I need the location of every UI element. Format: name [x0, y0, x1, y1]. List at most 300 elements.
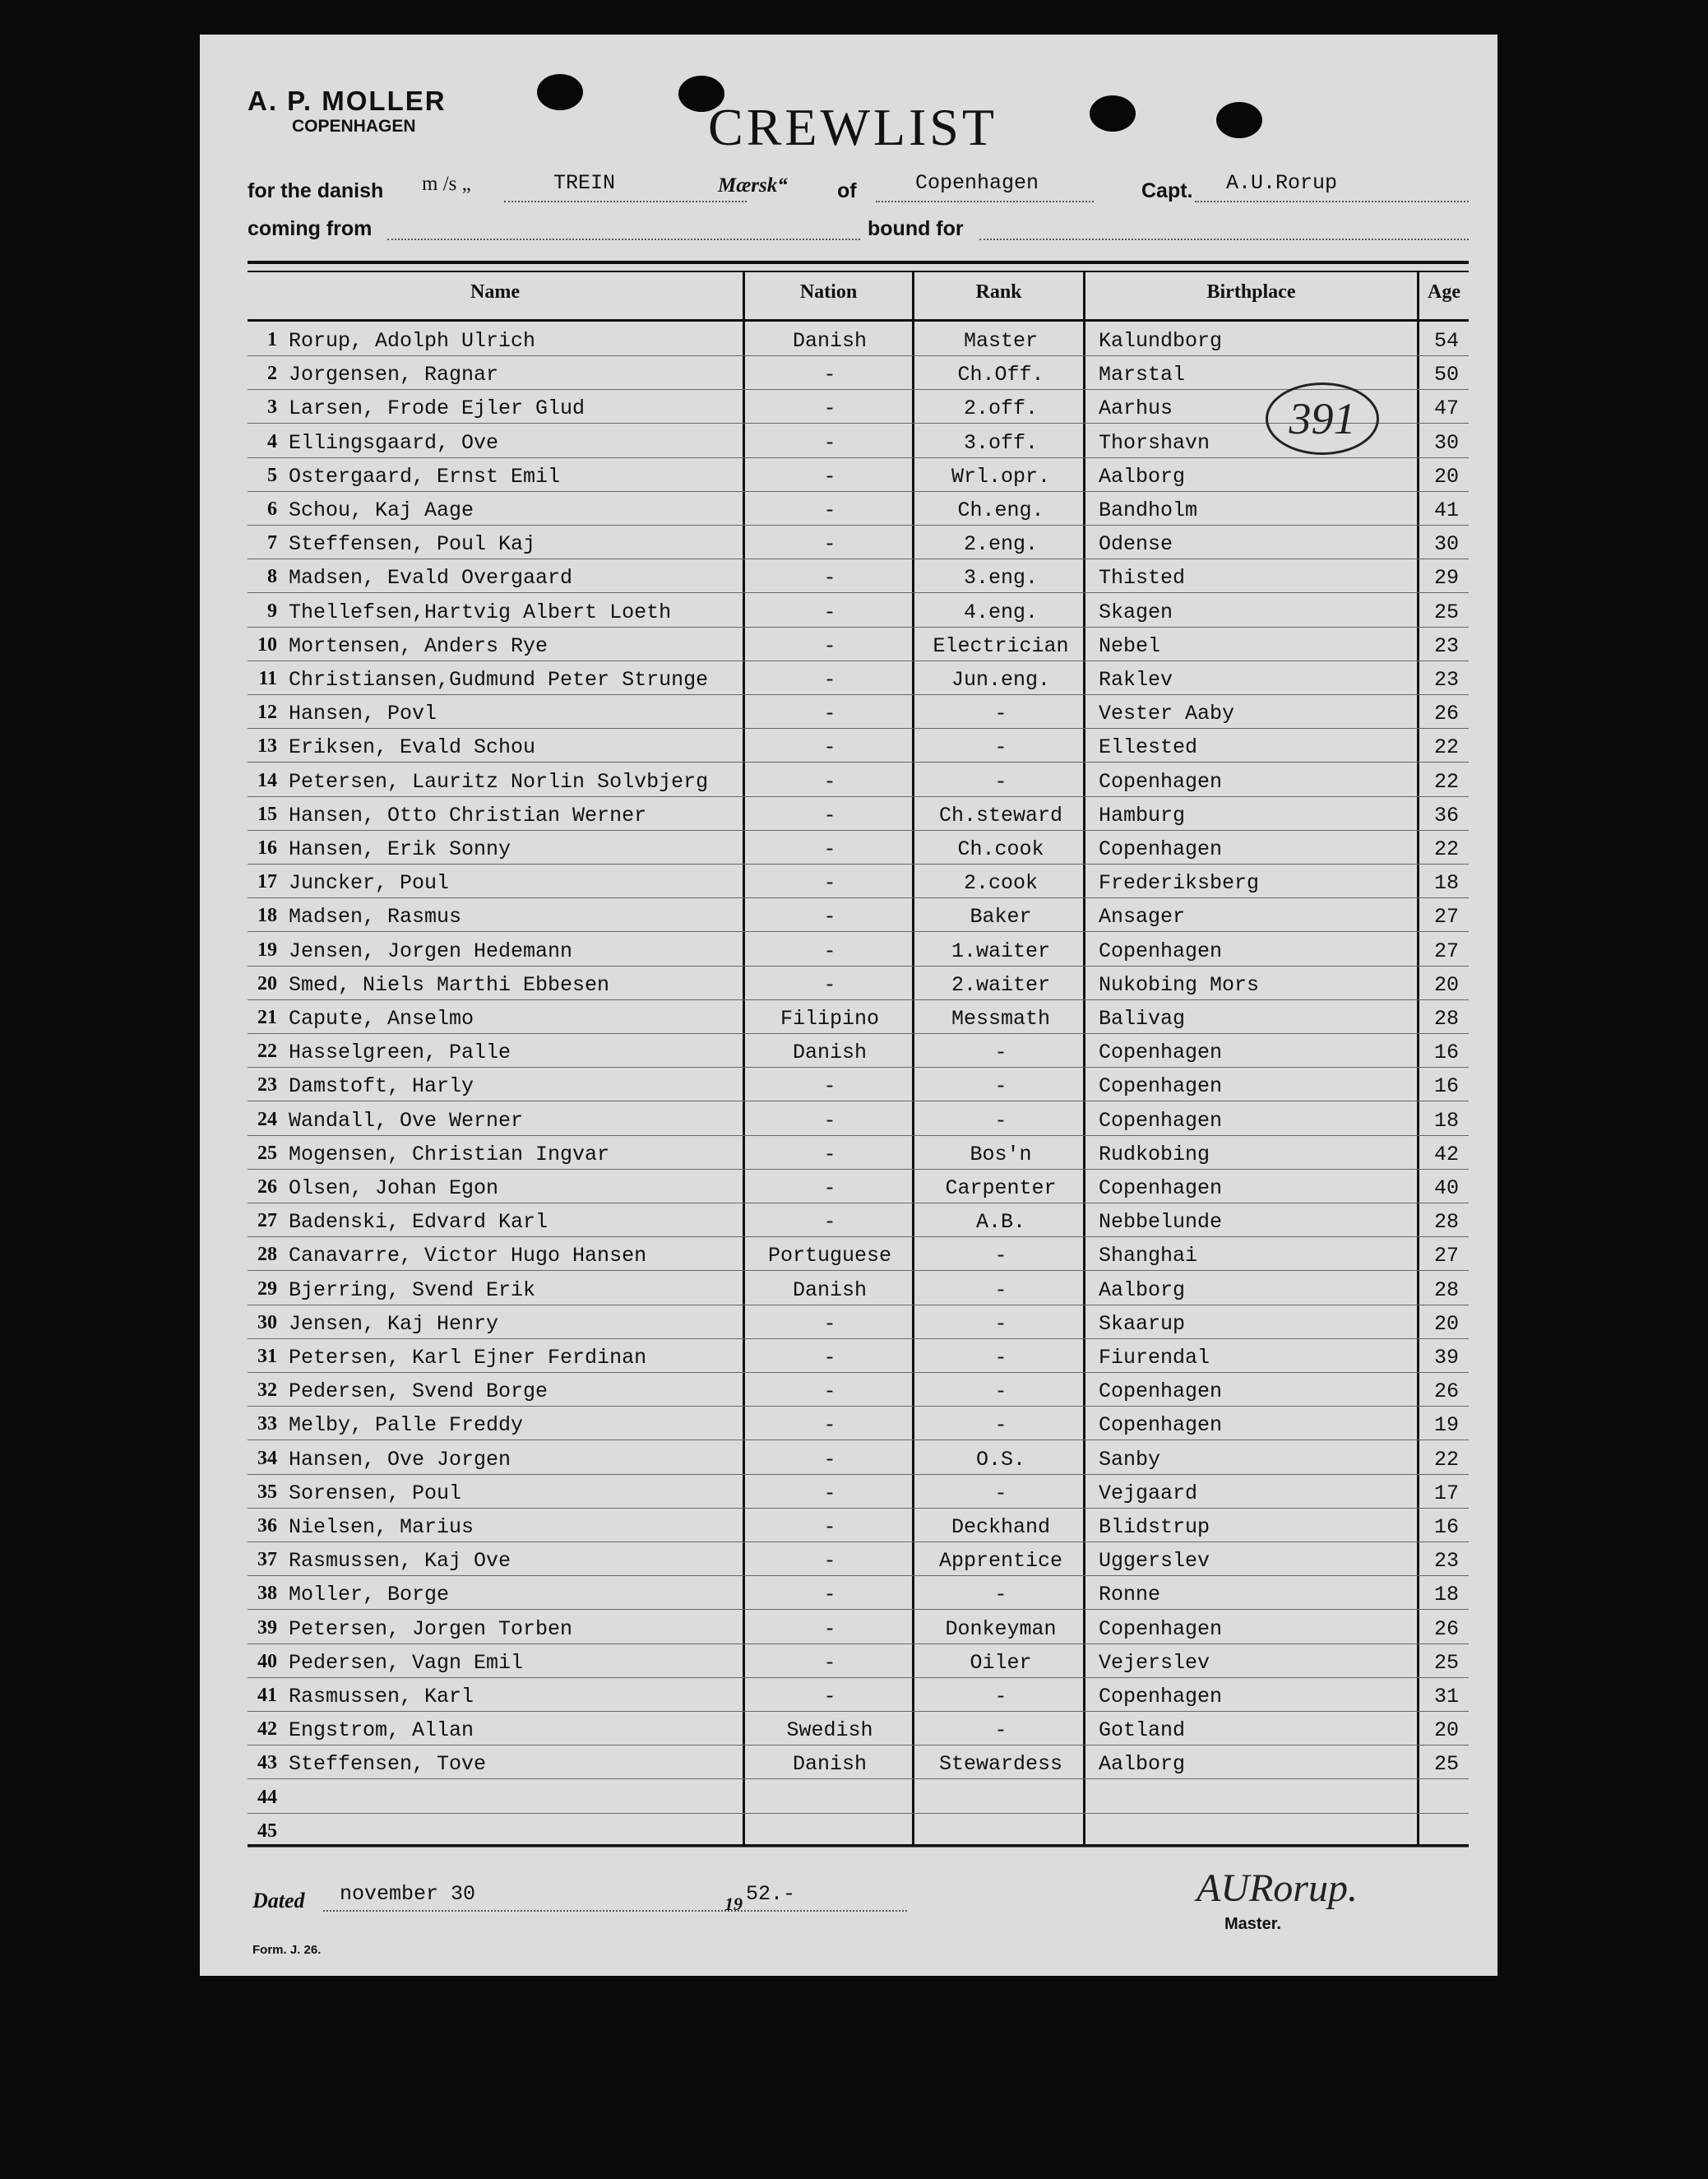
row-number: 25 [257, 1142, 277, 1164]
row-number: 44 [257, 1786, 277, 1808]
crew-name: Bjerring, Svend Erik [289, 1277, 536, 1302]
row-number: 36 [257, 1515, 277, 1537]
crew-birthplace: Fiurendal [1099, 1346, 1210, 1370]
crew-birthplace: Thisted [1099, 566, 1186, 591]
crew-birthplace: Gotland [1099, 1718, 1186, 1743]
crew-nation: - [823, 939, 836, 963]
row-number: 39 [257, 1616, 277, 1639]
table-row [248, 763, 1469, 797]
crew-name: Eriksen, Evald Schou [289, 735, 536, 760]
label-captain: Capt. [1141, 179, 1193, 202]
table-row [248, 1372, 1469, 1407]
dotted-line [979, 239, 1469, 240]
row-number: 24 [257, 1108, 277, 1130]
crew-birthplace: Uggerslev [1099, 1549, 1210, 1574]
crew-age: 28 [1433, 1277, 1459, 1302]
crew-birthplace: Vejgaard [1099, 1481, 1198, 1505]
row-number: 2 [267, 363, 277, 385]
table-row [248, 1305, 1469, 1339]
crew-age: 23 [1433, 1549, 1459, 1574]
crew-birthplace: Balivag [1099, 1007, 1186, 1031]
crew-age: 22 [1433, 769, 1459, 794]
crew-name: Smed, Niels Marthi Ebbesen [289, 972, 610, 997]
row-number: 5 [267, 464, 277, 486]
crew-birthplace: Copenhagen [1099, 1108, 1223, 1133]
table-row [248, 1203, 1469, 1237]
crew-nation: - [823, 1413, 836, 1438]
crew-birthplace: Odense [1099, 532, 1173, 557]
row-number: 23 [257, 1074, 277, 1096]
crew-rank: Donkeyman [945, 1616, 1057, 1641]
row-number: 18 [257, 905, 277, 927]
row-number: 38 [257, 1583, 277, 1605]
crew-rank: Baker [970, 905, 1032, 930]
table-row [248, 932, 1469, 967]
crew-nation: - [823, 1074, 836, 1099]
crew-rank: Ch.steward [938, 803, 1063, 828]
row-number: 37 [257, 1549, 277, 1571]
crew-birthplace: Copenhagen [1099, 769, 1223, 794]
table-row [248, 661, 1469, 695]
crew-nation: - [823, 1650, 836, 1675]
crew-rank: - [994, 1583, 1007, 1607]
crew-rank: - [994, 1074, 1007, 1099]
crew-name: Jorgensen, Ragnar [289, 363, 499, 387]
crew-birthplace: Skagen [1099, 600, 1173, 624]
crewlist-form [200, 35, 1497, 1976]
crew-birthplace: Ellested [1099, 735, 1198, 760]
crew-name: Mogensen, Christian Ingvar [289, 1142, 610, 1166]
crew-nation: - [823, 769, 836, 794]
crew-nation: - [823, 1346, 836, 1370]
table-row [248, 355, 1469, 390]
crew-age: 20 [1433, 972, 1459, 997]
crew-rank: Stewardess [938, 1752, 1063, 1777]
crew-age: 25 [1433, 1752, 1459, 1777]
crew-age: 30 [1433, 430, 1459, 455]
crew-name: Sorensen, Poul [289, 1481, 462, 1505]
crew-rank: 2.eng. [963, 532, 1038, 557]
crew-birthplace: Copenhagen [1099, 1176, 1223, 1200]
crew-birthplace: Aarhus [1099, 396, 1173, 421]
crew-rank: 2.off. [963, 396, 1038, 421]
crew-rank: 2.cook [963, 871, 1038, 896]
crew-rank: - [994, 1718, 1007, 1743]
table-row [248, 897, 1469, 932]
crew-birthplace: Frederiksberg [1099, 871, 1260, 896]
crew-nation: - [823, 1176, 836, 1200]
punch-hole [1090, 95, 1136, 132]
crew-age: 17 [1433, 1481, 1459, 1505]
row-number: 1 [267, 329, 277, 350]
table-row [248, 593, 1469, 628]
crew-age: 20 [1433, 1718, 1459, 1743]
crew-age: 29 [1433, 566, 1459, 591]
column-header-nation: Nation [799, 281, 858, 303]
crew-rank: Carpenter [945, 1176, 1057, 1200]
table-row [248, 491, 1469, 526]
crew-age: 22 [1433, 735, 1459, 760]
crew-birthplace: Aalborg [1099, 1752, 1186, 1777]
crew-age: 27 [1433, 905, 1459, 930]
row-number: 9 [267, 600, 277, 622]
crew-nation: Danish [792, 1041, 867, 1065]
crew-name: Engstrom, Allan [289, 1718, 474, 1743]
label-coming-from: coming from [248, 217, 373, 240]
crew-name: Rasmussen, Kaj Ove [289, 1549, 511, 1574]
crew-birthplace: Aalborg [1099, 464, 1186, 489]
crew-name: Moller, Borge [289, 1583, 450, 1607]
row-number: 15 [257, 803, 277, 825]
crew-nation: - [823, 430, 836, 455]
crew-rank: Deckhand [951, 1515, 1051, 1539]
crew-nation: - [823, 532, 836, 557]
crew-rank: Master [963, 329, 1038, 353]
crew-age: 25 [1433, 600, 1459, 624]
crew-rank: - [994, 1244, 1007, 1268]
row-number: 7 [267, 532, 277, 554]
crew-birthplace: Copenhagen [1099, 1616, 1223, 1641]
crew-birthplace: Nebbelunde [1099, 1210, 1223, 1235]
crew-rank: - [994, 702, 1007, 726]
table-row [248, 864, 1469, 898]
row-number: 10 [257, 633, 277, 656]
crew-name: Canavarre, Victor Hugo Hansen [289, 1244, 647, 1268]
crew-name: Hansen, Otto Christian Werner [289, 803, 647, 828]
crew-rank: 2.waiter [951, 972, 1051, 997]
crew-nation: - [823, 905, 836, 930]
crew-rank: - [994, 1108, 1007, 1133]
crew-birthplace: Bandholm [1099, 498, 1198, 522]
crew-name: Damstoft, Harly [289, 1074, 474, 1099]
table-row [248, 694, 1469, 729]
row-number: 41 [257, 1685, 277, 1706]
crew-nation: - [823, 972, 836, 997]
crew-rank: Apprentice [938, 1549, 1063, 1574]
crew-rank: - [994, 735, 1007, 760]
crew-age: 39 [1433, 1346, 1459, 1370]
document-title: CREWLIST [708, 98, 997, 156]
crew-name: Petersen, Lauritz Norlin Solvbjerg [289, 769, 709, 794]
vessel-name: TREIN [553, 171, 616, 195]
crew-nation: - [823, 1142, 836, 1166]
year-prefix: 19 [724, 1894, 743, 1914]
page-number-stamp: 391 [1266, 382, 1379, 455]
dotted-line [1195, 201, 1469, 202]
crew-birthplace: Vester Aaby [1099, 702, 1235, 726]
crew-age: 26 [1433, 1379, 1459, 1404]
company-city: COPENHAGEN [292, 117, 416, 136]
company-name: A. P. MOLLER [248, 86, 447, 116]
crew-age: 26 [1433, 1616, 1459, 1641]
crew-nation: - [823, 396, 836, 421]
crew-nation: - [823, 600, 836, 624]
row-number: 21 [257, 1007, 277, 1028]
crew-age: 27 [1433, 1244, 1459, 1268]
crew-rank: - [994, 1379, 1007, 1404]
punch-hole [1216, 102, 1262, 138]
crew-name: Madsen, Evald Overgaard [289, 566, 573, 591]
dotted-line [504, 201, 747, 202]
table-row [248, 1711, 1469, 1746]
crew-name: Rasmussen, Karl [289, 1685, 474, 1708]
crew-birthplace: Copenhagen [1099, 939, 1223, 963]
row-number: 42 [257, 1718, 277, 1741]
crew-birthplace: Copenhagen [1099, 1379, 1223, 1404]
row-number: 11 [258, 668, 277, 689]
table-row [248, 1813, 1469, 1848]
crew-nation: - [823, 498, 836, 522]
row-number: 32 [257, 1379, 277, 1402]
row-number: 33 [257, 1413, 277, 1435]
table-row [248, 322, 1469, 356]
crew-birthplace: Marstal [1099, 363, 1186, 387]
crew-nation: - [823, 735, 836, 760]
crew-birthplace: Copenhagen [1099, 837, 1223, 861]
crew-age: 31 [1433, 1685, 1459, 1708]
crew-age: 50 [1433, 363, 1459, 387]
crew-age: 28 [1433, 1007, 1459, 1031]
table-row [248, 457, 1469, 492]
crew-age: 26 [1433, 702, 1459, 726]
crew-age: 36 [1433, 803, 1459, 828]
vessel-name-2: Mærsk“ [718, 174, 788, 197]
crew-age: 30 [1433, 532, 1459, 557]
crew-age: 27 [1433, 939, 1459, 963]
crew-nation: Danish [792, 1752, 867, 1777]
crew-rank: Ch.Off. [957, 363, 1044, 387]
table-row [248, 1575, 1469, 1610]
crew-name: Nielsen, Marius [289, 1515, 474, 1539]
table-row [248, 525, 1469, 559]
column-header-age: Age [1428, 281, 1460, 303]
row-number: 40 [257, 1650, 277, 1672]
crew-nation: - [823, 1108, 836, 1133]
crew-birthplace: Copenhagen [1099, 1074, 1223, 1099]
label-master: Master. [1224, 1915, 1281, 1933]
crew-age: 40 [1433, 1176, 1459, 1200]
crew-name: Jensen, Kaj Henry [289, 1311, 499, 1336]
crew-rank: Electrician [933, 633, 1069, 658]
table-top-rule [248, 261, 1469, 264]
crew-name: Juncker, Poul [289, 871, 450, 896]
table-row [248, 1644, 1469, 1678]
crew-name: Mortensen, Anders Rye [289, 633, 549, 658]
table-top-rule-thin [248, 271, 1469, 272]
crew-name: Melby, Palle Freddy [289, 1413, 524, 1438]
table-row [248, 999, 1469, 1034]
row-number: 8 [267, 566, 277, 588]
crew-name: Steffensen, Poul Kaj [289, 532, 536, 557]
crew-nation: Danish [792, 1277, 867, 1302]
form-number: Form. J. 26. [252, 1943, 322, 1957]
row-number: 30 [257, 1311, 277, 1333]
crew-age: 16 [1433, 1041, 1459, 1065]
row-number: 14 [257, 769, 277, 791]
crew-birthplace: Blidstrup [1099, 1515, 1210, 1539]
crew-name: Olsen, Johan Egon [289, 1176, 499, 1200]
crew-birthplace: Thorshavn [1099, 430, 1210, 455]
table-row [248, 1508, 1469, 1542]
table-row [248, 1135, 1469, 1170]
table-row [248, 796, 1469, 831]
crew-birthplace: Ansager [1099, 905, 1186, 930]
crew-nation: Swedish [786, 1718, 873, 1743]
row-number: 27 [257, 1210, 277, 1232]
crew-rank: - [994, 1481, 1007, 1505]
crew-nation: - [823, 1583, 836, 1607]
crew-rank: O.S. [975, 1447, 1025, 1472]
table-row [248, 559, 1469, 593]
crew-name: Hansen, Povl [289, 702, 437, 726]
crew-rank: Jun.eng. [951, 668, 1051, 692]
table-row [248, 1067, 1469, 1101]
table-row [248, 1169, 1469, 1203]
crew-name: Hasselgreen, Palle [289, 1041, 511, 1065]
crew-name: Capute, Anselmo [289, 1007, 474, 1031]
crew-nation: - [823, 1481, 836, 1505]
crew-age: 19 [1433, 1413, 1459, 1438]
table-row [248, 1779, 1469, 1814]
row-number: 3 [267, 396, 277, 419]
crew-nation: - [823, 1685, 836, 1708]
crew-nation: - [823, 1515, 836, 1539]
table-row [248, 1610, 1469, 1644]
crew-nation: - [823, 1210, 836, 1235]
crew-birthplace: Vejerslev [1099, 1650, 1210, 1675]
table-row [248, 728, 1469, 763]
crew-rank: - [994, 1041, 1007, 1065]
crew-age: 42 [1433, 1142, 1459, 1166]
row-number: 12 [257, 702, 277, 724]
crew-nation: Danish [792, 329, 867, 353]
row-number: 16 [257, 837, 277, 859]
crew-name: Petersen, Karl Ejner Ferdinan [289, 1346, 647, 1370]
crew-name: Larsen, Frode Ejler Glud [289, 396, 586, 421]
crew-name: Madsen, Rasmus [289, 905, 462, 930]
crew-age: 20 [1433, 1311, 1459, 1336]
table-row [248, 1474, 1469, 1509]
crew-nation: - [823, 633, 836, 658]
crew-age: 20 [1433, 464, 1459, 489]
label-for-the-danish: for the danish [248, 179, 384, 202]
crew-rank: Ch.cook [957, 837, 1044, 861]
row-number: 26 [257, 1176, 277, 1198]
table-row [248, 1271, 1469, 1305]
row-number: 29 [257, 1277, 277, 1300]
row-number: 45 [257, 1820, 277, 1842]
table-row [248, 1338, 1469, 1373]
crew-rank: A.B. [975, 1210, 1025, 1235]
crew-birthplace: Raklev [1099, 668, 1173, 692]
master-signature: AURorup. [1197, 1866, 1358, 1910]
crew-age: 18 [1433, 1108, 1459, 1133]
crew-nation: - [823, 803, 836, 828]
label-vessel-prefix: m /s „ [422, 173, 471, 195]
crew-rank: Oiler [970, 1650, 1032, 1675]
dotted-line [387, 239, 860, 240]
table-row [248, 1745, 1469, 1779]
crew-nation: - [823, 1311, 836, 1336]
row-number: 6 [267, 498, 277, 520]
crew-nation: Portuguese [767, 1244, 892, 1268]
crew-name: Rorup, Adolph Ulrich [289, 329, 536, 353]
table-row [248, 627, 1469, 661]
crew-age: 18 [1433, 1583, 1459, 1607]
table-row [248, 1101, 1469, 1136]
row-number: 17 [257, 871, 277, 893]
crew-birthplace: Sanby [1099, 1447, 1161, 1472]
table-row [248, 1542, 1469, 1576]
crew-nation: - [823, 1447, 836, 1472]
crew-age: 22 [1433, 1447, 1459, 1472]
crew-age: 47 [1433, 396, 1459, 421]
crew-nation: - [823, 1549, 836, 1574]
crew-name: Pedersen, Vagn Emil [289, 1650, 524, 1675]
crew-nation: - [823, 668, 836, 692]
crew-rank: - [994, 1685, 1007, 1708]
crew-age: 16 [1433, 1515, 1459, 1539]
crew-rank: - [994, 1346, 1007, 1370]
crew-name: Badenski, Edvard Karl [289, 1210, 549, 1235]
crew-rank: 3.off. [963, 430, 1038, 455]
crew-birthplace: Hamburg [1099, 803, 1186, 828]
crew-age: 16 [1433, 1074, 1459, 1099]
crew-name: Pedersen, Svend Borge [289, 1379, 549, 1404]
crew-birthplace: Shanghai [1099, 1244, 1198, 1268]
crew-birthplace: Ronne [1099, 1583, 1161, 1607]
row-number: 4 [267, 430, 277, 452]
label-of: of [837, 179, 857, 202]
crew-birthplace: Nukobing Mors [1099, 972, 1260, 997]
crew-age: 54 [1433, 329, 1459, 353]
crew-age: 25 [1433, 1650, 1459, 1675]
dotted-line [876, 201, 1094, 202]
crew-name: Schou, Kaj Aage [289, 498, 474, 522]
year-suffix: 52.- [746, 1882, 796, 1906]
crew-nation: - [823, 702, 836, 726]
crew-age: 22 [1433, 837, 1459, 861]
table-row [248, 1406, 1469, 1440]
label-dated: Dated [252, 1889, 305, 1912]
label-bound-for: bound for [868, 217, 964, 240]
crew-name: Wandall, Ove Werner [289, 1108, 524, 1133]
row-number: 35 [257, 1481, 277, 1503]
crew-birthplace: Rudkobing [1099, 1142, 1210, 1166]
crew-rank: 4.eng. [963, 600, 1038, 624]
row-number: 34 [257, 1447, 277, 1469]
crew-nation: - [823, 464, 836, 489]
table-row [248, 1677, 1469, 1712]
crew-nation: - [823, 871, 836, 896]
crew-age: 23 [1433, 668, 1459, 692]
crew-name: Jensen, Jorgen Hedemann [289, 939, 573, 963]
crew-birthplace: Aalborg [1099, 1277, 1186, 1302]
crew-birthplace: Copenhagen [1099, 1685, 1223, 1708]
crew-name: Petersen, Jorgen Torben [289, 1616, 573, 1641]
crew-name: Ellingsgaard, Ove [289, 430, 499, 455]
crew-name: Ostergaard, Ernst Emil [289, 464, 561, 489]
date-value: november 30 [340, 1882, 476, 1906]
row-number: 28 [257, 1244, 277, 1266]
crew-rank: 3.eng. [963, 566, 1038, 591]
captain-name: A.U.Rorup [1226, 171, 1338, 195]
row-number: 43 [257, 1752, 277, 1774]
punch-hole [537, 74, 583, 110]
table-row [248, 966, 1469, 1000]
row-number: 20 [257, 972, 277, 994]
column-header-name: Name [470, 281, 520, 303]
